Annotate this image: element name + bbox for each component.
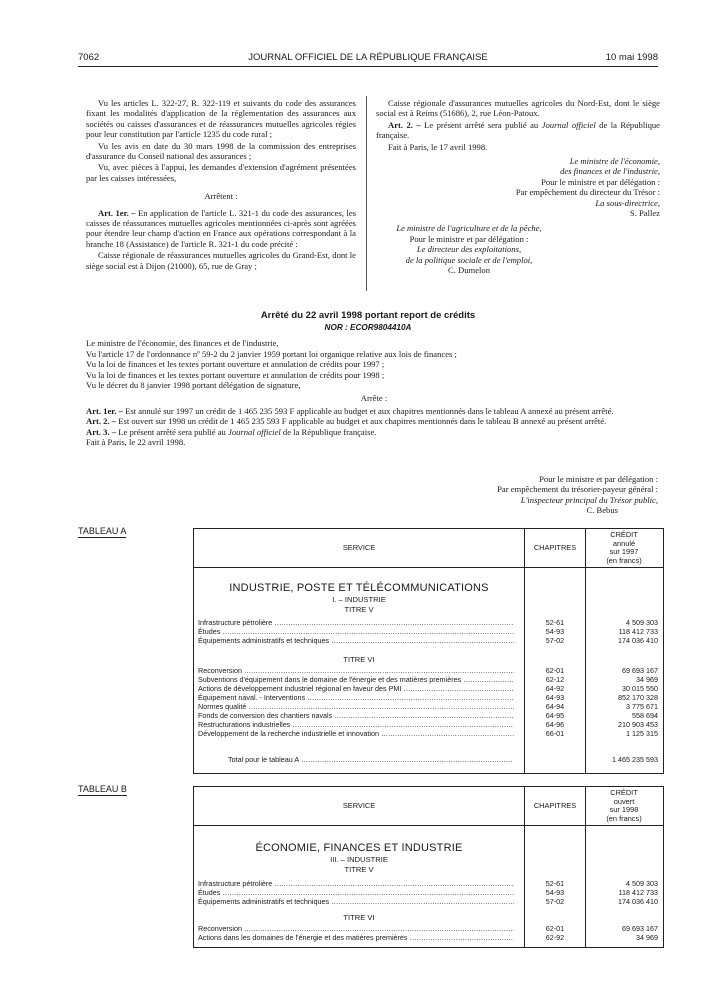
tableau-a-label: TABLEAU A <box>78 526 127 536</box>
article-label: Art. 2. – <box>388 119 421 130</box>
credit-header-line: (en francs) <box>606 555 642 565</box>
caisse-paragraph: Caisse régionale de réassurances mutuelles agricoles du Grand-Est, dont le siège social est à Dijon (21000), 65, rue de Gray ; <box>86 250 356 271</box>
row-amount: 69 693 167 <box>622 924 658 933</box>
row-amount: 558 694 <box>632 711 658 720</box>
column-header-service: SERVICE <box>342 801 376 810</box>
journal-reference: Journal officiel <box>541 119 596 130</box>
row-amount: 210 903 453 <box>618 720 658 729</box>
page-header <box>78 52 658 66</box>
article-label: Art. 1er. – <box>86 405 123 416</box>
signature-line: L'inspecteur principal du Trésor public, <box>520 494 658 505</box>
row-amount: 3 775 671 <box>626 702 658 711</box>
row-amount: 1 125 315 <box>626 729 658 738</box>
article-text: Le présent arrêté sera publié au <box>118 426 226 437</box>
table-row <box>194 618 663 627</box>
caisse-paragraph: Caisse régionale d'assurances mutuelles agricoles du Nord-Est, dont le siège social est à Reims (51686), 2, rue Léon-Patoux. <box>376 98 660 119</box>
article-text: de la République française. <box>376 119 660 141</box>
article-text: Est annulé sur 1997 un crédit de 1 465 235 593 F applicable au budget et aux chapitres mentionnés dans le tableau A annexé au présent arrêté. <box>125 405 614 416</box>
row-chapitre: 54-93 <box>545 888 565 897</box>
row-chapitre: 57-02 <box>545 636 565 645</box>
total-label: Total pour le tableau A ..... <box>228 755 512 764</box>
credit-header-line: sur 1997 <box>609 547 639 556</box>
row-label: Restructurations industrielles ..... <box>198 720 514 729</box>
table-row <box>194 636 663 645</box>
article-label: Art. 2. – <box>86 416 117 427</box>
titre-heading: TITRE VI <box>343 655 375 664</box>
row-chapitre: 64-95 <box>545 711 565 720</box>
titre-heading: TITRE V <box>344 865 374 874</box>
table-row <box>194 666 663 675</box>
row-chapitre: 62-12 <box>545 675 565 684</box>
article-label: Art. 1er. – <box>98 207 136 218</box>
section-heading: I. – INDUSTRIE <box>332 595 386 604</box>
article-text: de la République française. <box>282 426 377 437</box>
row-amount: 34 969 <box>636 933 658 942</box>
signature-line: Le ministre de l'économie, <box>569 156 660 167</box>
header-rule <box>78 66 658 67</box>
column-header-service: SERVICE <box>342 543 376 552</box>
signatory-name: C. Dumelon <box>447 265 490 276</box>
fait-a-paris: Fait à Paris, le 22 avril 1998. <box>86 437 186 448</box>
signature-block-2 <box>376 223 562 275</box>
tableau-b <box>193 786 664 948</box>
titre-heading: TITRE VI <box>343 913 375 922</box>
article-1 <box>86 208 356 250</box>
row-label: Études ..... <box>198 627 514 636</box>
signature-line: des finances et de l'industrie, <box>560 166 660 177</box>
row-amount: 34 969 <box>636 675 658 684</box>
row-amount: 174 036 410 <box>618 897 658 906</box>
row-label: Infrastructure pétrolière ..... <box>198 618 514 627</box>
row-label: Subventions d'équipement dans le domaine de l'énergie et des matières premières ..... <box>198 675 514 684</box>
signatory-name: S. Pallez <box>629 208 660 219</box>
row-label: Actions de développement industriel régional en faveur des PMI ..... <box>198 684 514 693</box>
row-label: Reconversion ..... <box>198 924 514 933</box>
table-row <box>194 627 663 636</box>
visa-paragraph: Vu les articles L. 322-27, R. 322-119 et suivants du code des assurances fixant les modalités d'application de la réglementation des assurances aux sociétés ou caisses d'assurances et de réassurances mutuelles agricoles régies pour leur constitution par l'article 1235 du code rural ; <box>86 98 356 140</box>
row-label: Reconversion ..... <box>198 666 514 675</box>
arrete-article-2 <box>86 416 662 427</box>
column-header-credit <box>586 789 662 823</box>
table-row <box>194 729 663 738</box>
row-chapitre: 52-61 <box>545 879 565 888</box>
section-heading: III. – INDUSTRIE <box>330 855 388 864</box>
left-column <box>86 98 356 271</box>
article-text: Est ouvert sur 1998 un crédit de 1 465 235 593 F applicable au budget et aux chapitres mentionnés dans le tableau B annexé au présent arrêté. <box>118 416 607 427</box>
visa-paragraph: Vu, avec pièces à l'appui, les demandes d'extension d'agrément présentées par les caisses intéressées, <box>86 162 356 183</box>
row-chapitre: 64-92 <box>545 684 565 693</box>
row-chapitre: 64-93 <box>545 693 565 702</box>
table-row <box>194 693 663 702</box>
row-chapitre: 54-93 <box>545 627 565 636</box>
row-label: Normes qualité ..... <box>198 702 514 711</box>
row-label: Infrastructure pétrolière ..... <box>198 879 514 888</box>
article-label: Art. 3. – <box>86 426 117 437</box>
credit-header-line: (en francs) <box>606 813 642 823</box>
arrete-title: Arrêté du 22 avril 1998 portant report de crédits <box>260 310 476 321</box>
row-label: Équipements administratifs et techniques ..... <box>198 636 514 645</box>
signature-line: Le ministre de l'agriculture et de la pêche, <box>396 223 542 234</box>
table-row <box>194 879 663 888</box>
table-row <box>194 711 663 720</box>
row-amount: 4 509 303 <box>626 618 658 627</box>
signatory-name: C. Bebus <box>586 505 618 516</box>
credit-header-line: sur 1998 <box>609 805 639 814</box>
row-label: Fonds de conversion des chantiers navals ..... <box>198 711 514 720</box>
journal-title: JOURNAL OFFICIEL DE LA RÉPUBLIQUE FRANÇAISE <box>248 52 488 63</box>
arrete-body <box>86 338 662 448</box>
ministry-heading: ÉCONOMIE, FINANCES ET INDUSTRIE <box>255 842 463 854</box>
row-chapitre: 62-01 <box>545 666 565 675</box>
signature-line: La sous-directrice, <box>595 197 660 208</box>
arrete-line: Vu le décret du 8 janvier 1998 portant délégation de signature, <box>86 380 301 391</box>
signature-line: de la politique sociale et de l'emploi, <box>405 254 533 265</box>
signature-line: Par empêchement du directeur du Trésor : <box>515 187 660 198</box>
row-label: Équipements administratifs et techniques ..... <box>198 897 514 906</box>
signature-block-1 <box>376 156 660 218</box>
row-chapitre: 62-01 <box>545 924 565 933</box>
arrete-article-1 <box>86 406 662 417</box>
total-row <box>194 755 663 764</box>
credit-header-line: CRÉDIT <box>610 788 638 797</box>
right-column <box>376 98 660 276</box>
column-header-credit <box>586 531 662 565</box>
total-amount: 1 465 235 593 <box>612 755 658 764</box>
signature-line: Pour le ministre et par délégation : <box>539 474 658 484</box>
row-label: Équipement naval. - Interventions ..... <box>198 693 514 702</box>
table-row <box>194 720 663 729</box>
issue-date: 10 mai 1998 <box>605 52 658 63</box>
row-chapitre: 66-01 <box>545 729 565 738</box>
titre-heading: TITRE V <box>344 605 374 614</box>
signature-line: Le directeur des exploitations, <box>416 244 522 255</box>
table-row <box>194 897 663 906</box>
row-label: Études ..... <box>198 888 514 897</box>
arrete-line: Le ministre de l'économie, des finances et de l'industrie, <box>86 338 279 348</box>
table-row <box>194 924 663 933</box>
row-label: Actions dans les domaines de l'énergie et des matières premières ..... <box>198 933 514 942</box>
arrete-line: Vu l'article 17 de l'ordonnance nº 59-2 du 2 janvier 1959 portant loi organique relative aux lois de finances ; <box>86 348 457 359</box>
table-row <box>194 933 663 942</box>
column-rule <box>524 787 525 947</box>
row-amount: 4 509 303 <box>626 879 658 888</box>
row-amount: 118 412 733 <box>618 627 658 636</box>
row-chapitre: 52-61 <box>545 618 565 627</box>
journal-reference: Journal officiel <box>228 426 281 437</box>
article-2 <box>376 120 660 141</box>
arrete-line: Vu la loi de finances et les textes portant ouverture et annulation de crédits pour 1997 ; <box>86 359 385 370</box>
credit-header-line: annulé <box>612 538 636 548</box>
row-amount: 30 015 550 <box>622 684 658 693</box>
row-chapitre: 64-94 <box>545 702 565 711</box>
page-number: 7062 <box>78 52 100 63</box>
arretent-heading: Arrêtent : <box>204 191 238 202</box>
nor-reference: NOR : ECOR9804410A <box>324 323 412 332</box>
column-header-chapitres: CHAPITRES <box>533 543 577 552</box>
column-header-chapitres: CHAPITRES <box>533 801 577 810</box>
row-amount: 118 412 733 <box>618 888 658 897</box>
table-row <box>194 675 663 684</box>
column-divider <box>366 96 367 291</box>
table-row <box>194 684 663 693</box>
tableau-b-label: TABLEAU B <box>78 784 127 794</box>
article-text: Le présent arrêté sera publié au <box>424 119 539 130</box>
row-chapitre: 64-96 <box>545 720 565 729</box>
article-text: En application de l'article L. 321-1 du code des assurances, les caisses de réassurances mutuelles agricoles mentionnées ci-après sont agréées pour étendre leur champ d'action en France aux opérations correspondant à la branche 18 (Assistance) de l'article R. 321-1 du code précité : <box>86 207 356 249</box>
row-label: Développement de la recherche industrielle et innovation ..... <box>198 729 514 738</box>
arrete-article-3 <box>86 427 662 438</box>
ministry-heading: INDUSTRIE, POSTE ET TÉLÉCOMMUNICATIONS <box>229 582 489 594</box>
visa-paragraph: Vu les avis en date du 30 mars 1998 de la commission des entreprises d'assurance du Conseil national des assurances ; <box>86 140 356 162</box>
table-row <box>194 888 663 897</box>
tableau-a <box>193 528 664 774</box>
arrete-signature <box>440 474 658 516</box>
row-chapitre: 62-92 <box>545 933 565 942</box>
row-amount: 174 036 410 <box>618 636 658 645</box>
credit-header-line: ouvert <box>613 796 635 806</box>
arrete-line: Vu la loi de finances et les textes portant ouverture et annulation de crédits pour 1998 ; <box>86 369 385 380</box>
credit-header-line: CRÉDIT <box>610 530 638 539</box>
signature-line: Pour le ministre et par délégation : <box>409 233 529 244</box>
row-chapitre: 57-02 <box>545 897 565 906</box>
signature-line: Pour le ministre et par délégation : <box>541 176 660 187</box>
row-amount: 69 693 167 <box>622 666 658 675</box>
signature-line: Par empêchement du trésorier-payeur général : <box>497 484 658 495</box>
fait-a-paris: Fait à Paris, le 17 avril 1998. <box>388 141 488 152</box>
row-amount: 852 170 328 <box>618 693 658 702</box>
table-row <box>194 702 663 711</box>
arrete-heading: Arrête : <box>360 392 388 403</box>
